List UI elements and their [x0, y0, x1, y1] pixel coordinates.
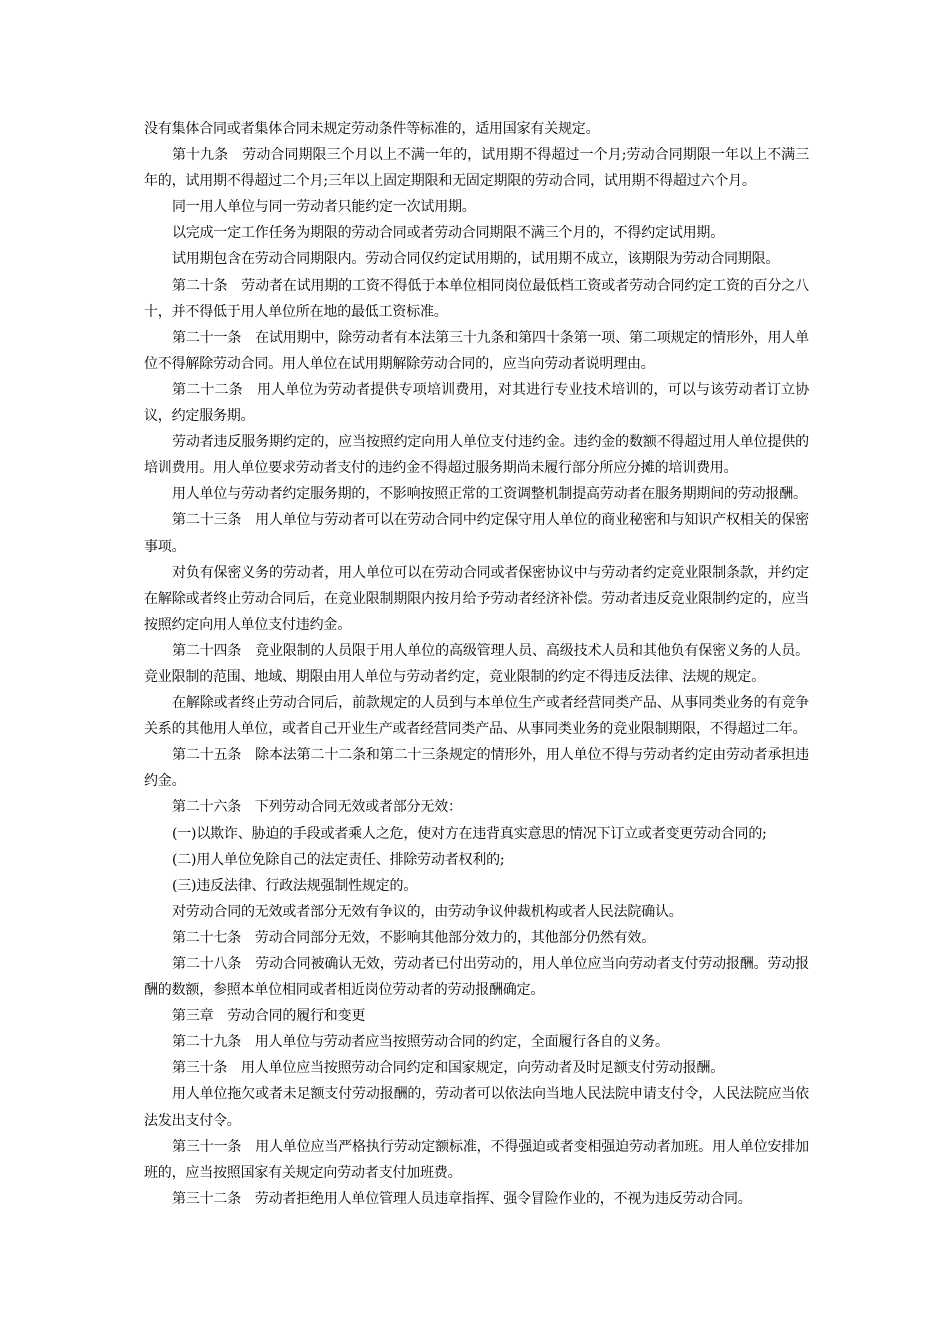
paragraph: 第二十三条 用人单位与劳动者可以在劳动合同中约定保守用人单位的商业秘密和与知识产权相关的保密事项。	[144, 512, 809, 555]
list-item: (二)用人单位免除自己的法定责任、排除劳动者权利的;	[172, 851, 505, 868]
paragraph: 第十九条 劳动合同期限三个月以上不满一年的，试用期不得超过一个月;劳动合同期限一年以上不满三年的，试用期不得超过二个月;三年以上固定期限和无固定期限的劳动合同，试用期不得超过六个月。	[144, 147, 809, 190]
paragraph: 同一用人单位与同一劳动者只能约定一次试用期。	[172, 199, 476, 216]
paragraph: 对劳动合同的无效或者部分无效有争议的，由劳动争议仲裁机构或者人民法院确认。	[172, 903, 683, 920]
paragraph: 试用期包含在劳动合同期限内。劳动合同仅约定试用期的，试用期不成立，该期限为劳动合同期限。	[172, 251, 780, 268]
paragraph: 第二十七条 劳动合同部分无效，不影响其他部分效力的，其他部分仍然有效。	[172, 929, 655, 946]
paragraph: 第三十一条 用人单位应当严格执行劳动定额标准，不得强迫或者变相强迫劳动者加班。用人单位安排加班的，应当按照国家有关规定向劳动者支付加班费。	[144, 1138, 809, 1181]
paragraph: 第二十五条 除本法第二十二条和第二十三条规定的情形外，用人单位不得与劳动者约定由劳动者承担违约金。	[144, 747, 809, 790]
paragraph: 第二十条 劳动者在试用期的工资不得低于本单位相同岗位最低档工资或者劳动合同约定工资的百分之八十，并不得低于用人单位所在地的最低工资标准。	[144, 277, 809, 320]
paragraph: 第二十八条 劳动合同被确认无效，劳动者已付出劳动的，用人单位应当向劳动者支付劳动报酬。劳动报酬的数额，参照本单位相同或者相近岗位劳动者的劳动报酬确定。	[144, 956, 809, 999]
list-item: (一)以欺诈、胁迫的手段或者乘人之危，使对方在违背真实意思的情况下订立或者变更劳动合同的;	[172, 825, 767, 842]
paragraph: 劳动者违反服务期约定的，应当按照约定向用人单位支付违约金。违约金的数额不得超过用人单位提供的培训费用。用人单位要求劳动者支付的违约金不得超过服务期尚未履行部分所应分摊的培训费用。	[144, 434, 809, 477]
paragraph: 第二十二条 用人单位为劳动者提供专项培训费用，对其进行专业技术培训的，可以与该劳动者订立协议，约定服务期。	[144, 381, 809, 425]
document-body	[144, 116, 809, 1212]
chapter-heading: 第三章 劳动合同的履行和变更	[172, 1008, 366, 1025]
paragraph: 对负有保密义务的劳动者，用人单位可以在劳动合同或者保密协议中与劳动者约定竞业限制条款，并约定在解除或者终止劳动合同后，在竞业限制期限内按月给予劳动者经济补偿。劳动者违反竞业限制约定的，应当按照约定向用人单位支付违约金。	[144, 564, 809, 633]
paragraph: 第二十六条 下列劳动合同无效或者部分无效：	[172, 799, 462, 816]
paragraph: 第三十二条 劳动者拒绝用人单位管理人员违章指挥、强令冒险作业的，不视为违反劳动合同。	[172, 1190, 752, 1207]
paragraph: 在解除或者终止劳动合同后，前款规定的人员到与本单位生产或者经营同类产品、从事同类业务的有竞争关系的其他用人单位，或者自己开业生产或者经营同类产品、从事同类业务的竞业限制期限，不得超过二年。	[144, 695, 809, 738]
paragraph: 用人单位拖欠或者未足额支付劳动报酬的，劳动者可以依法向当地人民法院申请支付令，人民法院应当依法发出支付令。	[144, 1086, 809, 1129]
paragraph: 用人单位与劳动者约定服务期的，不影响按照正常的工资调整机制提高劳动者在服务期期间的劳动报酬。	[172, 486, 807, 503]
paragraph: 没有集体合同或者集体合同未规定劳动条件等标准的，适用国家有关规定。	[144, 121, 600, 137]
paragraph: 第三十条 用人单位应当按照劳动合同约定和国家规定，向劳动者及时足额支付劳动报酬。	[172, 1060, 724, 1077]
paragraph: 第二十一条 在试用期中，除劳动者有本法第三十九条和第四十条第一项、第二项规定的情形外，用人单位不得解除劳动合同。用人单位在试用期解除劳动合同的，应当向劳动者说明理由。	[144, 329, 809, 372]
paragraph: 以完成一定工作任务为期限的劳动合同或者劳动合同期限不满三个月的，不得约定试用期。	[172, 225, 724, 242]
list-item: (三)违反法律、行政法规强制性规定的。	[172, 877, 418, 894]
paragraph: 第二十四条 竞业限制的人员限于用人单位的高级管理人员、高级技术人员和其他负有保密义务的人员。竞业限制的范围、地域、期限由用人单位与劳动者约定，竞业限制的约定不得违反法律、法规的规定。	[144, 642, 809, 685]
paragraph: 第二十九条 用人单位与劳动者应当按照劳动合同的约定，全面履行各自的义务。	[172, 1034, 669, 1051]
